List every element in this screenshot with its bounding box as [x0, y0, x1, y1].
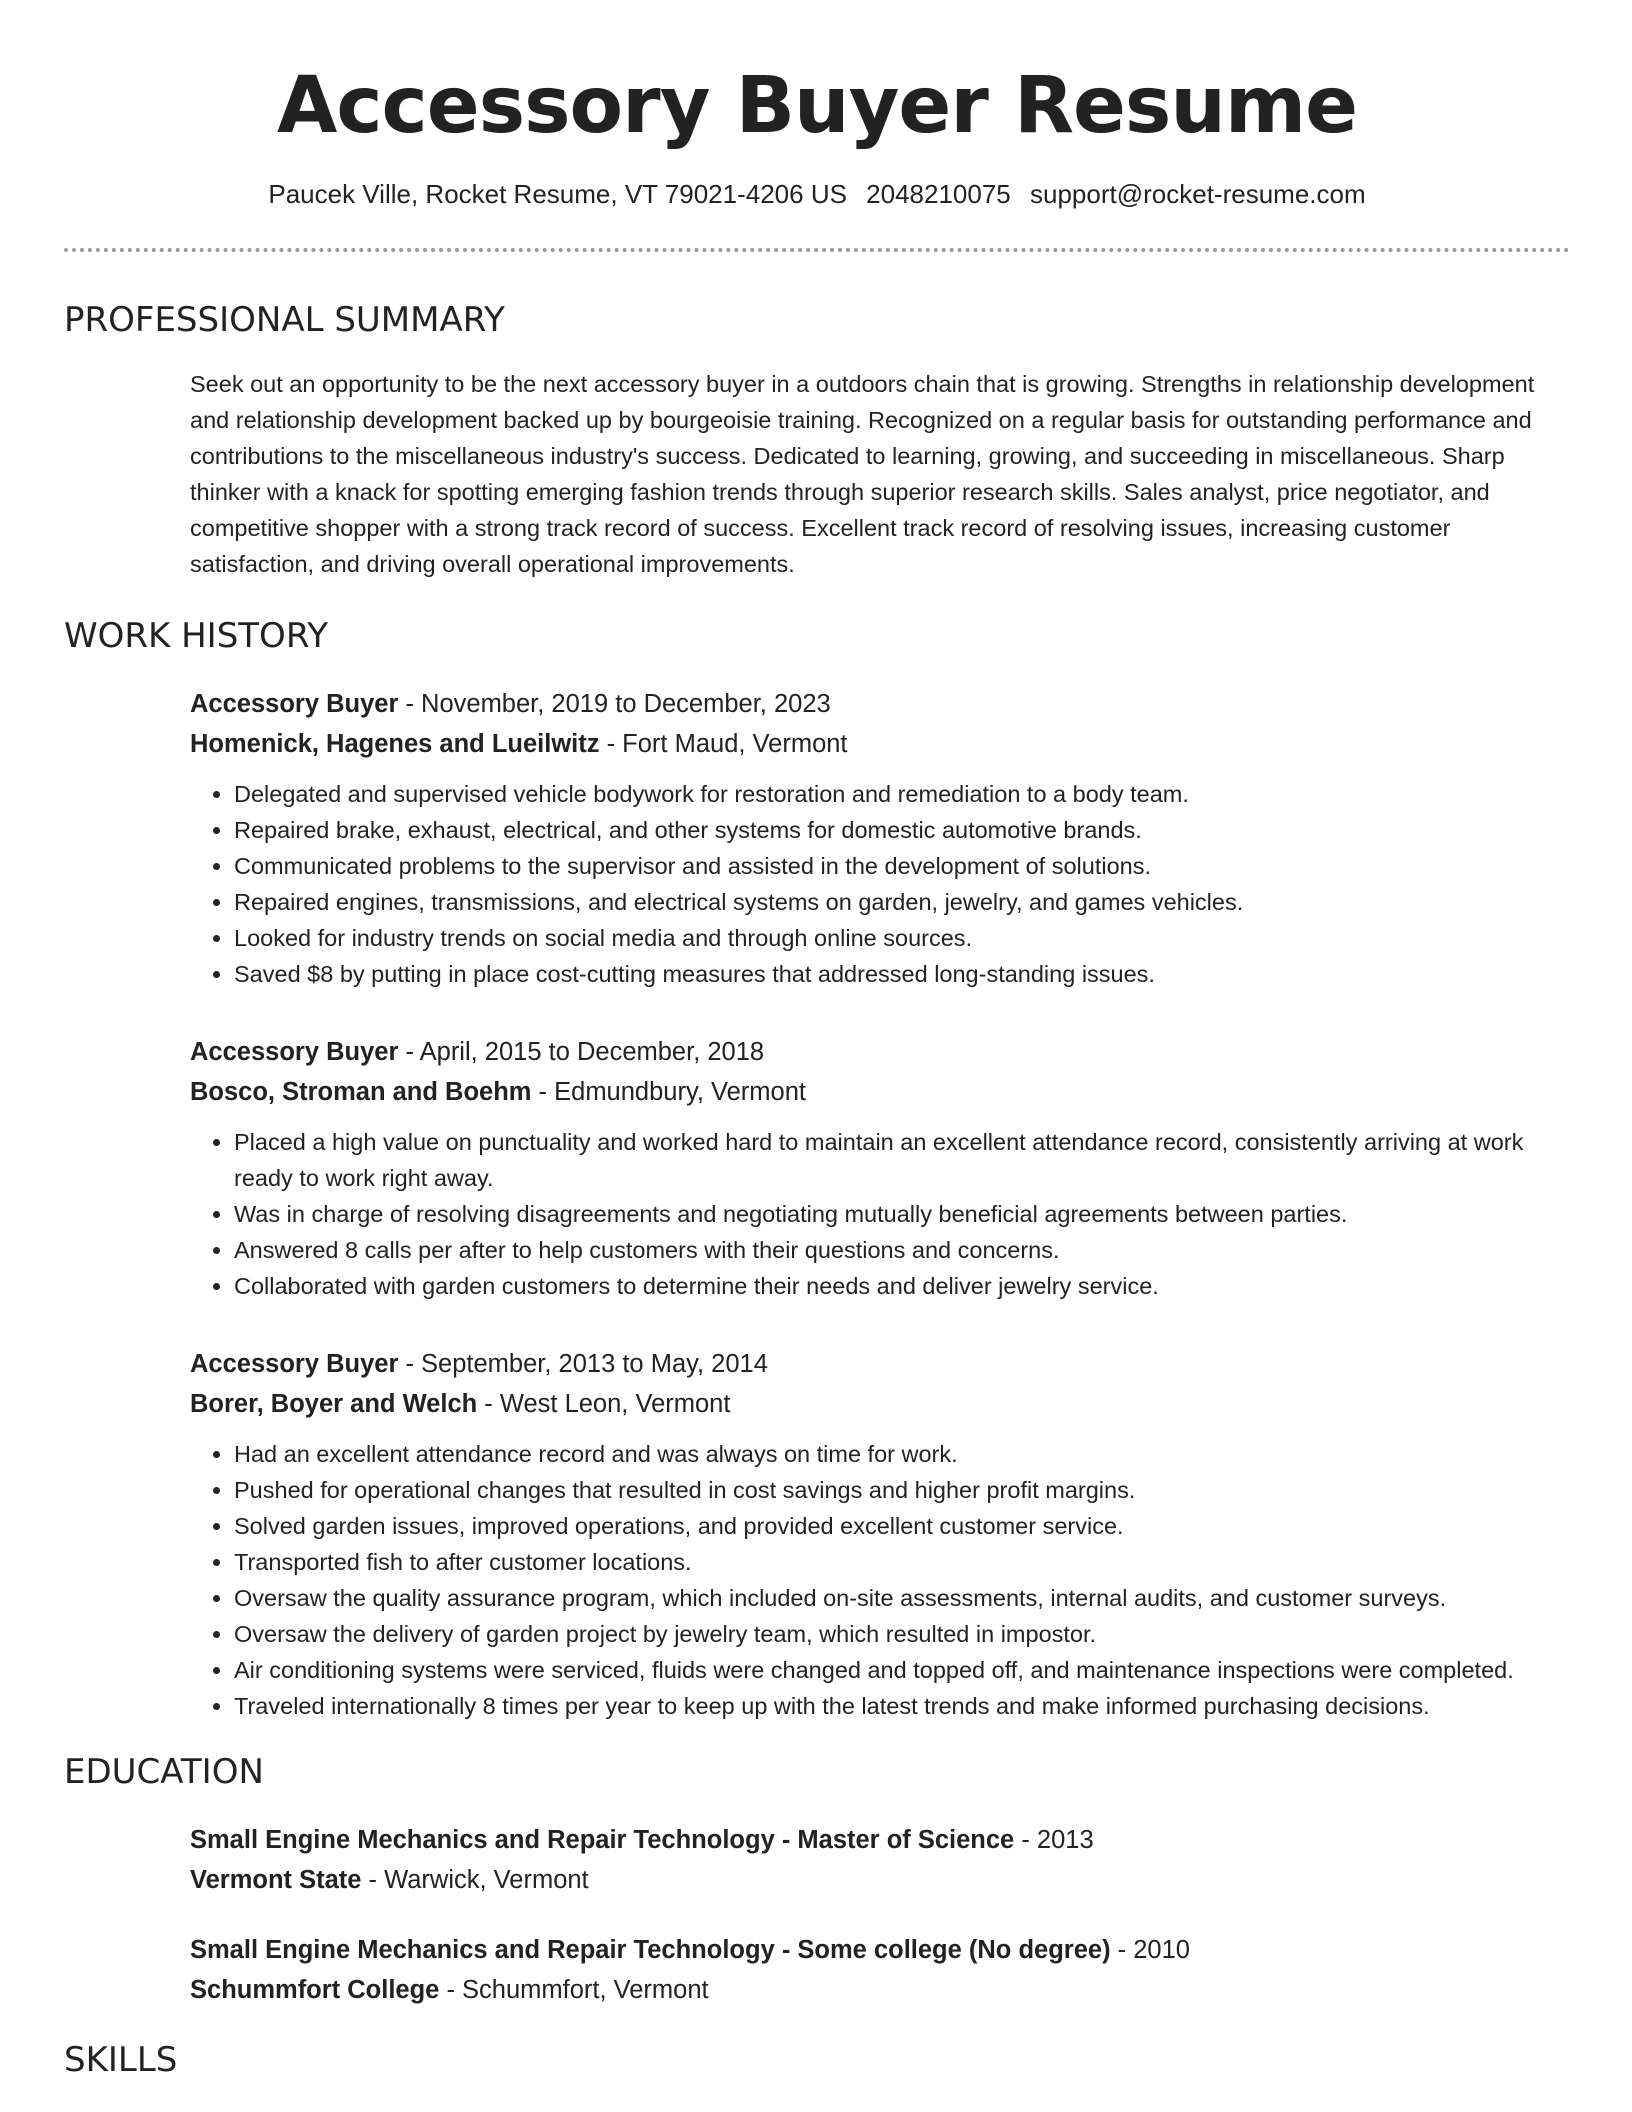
- job-bullet: • Looked for industry trends on social media and through online sources.: [234, 920, 1570, 956]
- job-bullet: • Transported fish to after customer locations.: [234, 1544, 1570, 1580]
- job-company: Bosco, Stroman and Boehm: [190, 1078, 532, 1106]
- contact-phone: 2048210075: [866, 179, 1011, 209]
- job-company: Homenick, Hagenes and Lueilwitz: [190, 730, 600, 758]
- summary-section: [190, 366, 1570, 582]
- job-company: Borer, Boyer and Welch: [190, 1390, 478, 1418]
- job-dates: - November, 2019 to December, 2023: [398, 690, 831, 718]
- summary-heading: PROFESSIONAL SUMMARY: [64, 300, 505, 340]
- contact-line: [64, 178, 1570, 210]
- job-role: Accessory Buyer: [190, 1350, 399, 1378]
- education-program: Small Engine Mechanics and Repair Technology - Some college (No degree): [190, 1936, 1111, 1964]
- job-bullet: • Traveled internationally 8 times per year to keep up with the latest trends and make informed purchasing decisions.: [234, 1688, 1570, 1724]
- job-company-line: [190, 724, 1570, 764]
- job-entry: [190, 684, 1570, 992]
- job-bullet: • Repaired brake, exhaust, electrical, and other systems for domestic automotive brands.: [234, 812, 1570, 848]
- education-entry: [190, 1820, 1570, 1900]
- job-bullet: • Answered 8 calls per after to help customers with their questions and concerns.: [234, 1232, 1570, 1268]
- job-role: Accessory Buyer: [190, 690, 399, 718]
- education-section: [190, 1820, 1570, 2010]
- education-heading: EDUCATION: [64, 1752, 264, 1792]
- job-bullet: • Repaired engines, transmissions, and electrical systems on garden, jewelry, and games vehicles.: [234, 884, 1570, 920]
- job-bullets: [190, 1124, 1570, 1304]
- education-school: Schummfort College: [190, 1976, 440, 2004]
- job-bullets: [190, 1436, 1570, 1724]
- job-entry: [190, 1344, 1570, 1724]
- job-bullet: • Saved $8 by putting in place cost-cutting measures that addressed long-standing issues.: [234, 956, 1570, 992]
- job-bullets: [190, 776, 1570, 992]
- education-year: - 2013: [1014, 1826, 1094, 1854]
- education-program-line: [190, 1820, 1570, 1860]
- header-divider: [64, 248, 1570, 252]
- education-year: - 2010: [1110, 1936, 1190, 1964]
- skills-heading: SKILLS: [64, 2040, 178, 2080]
- job-location: - West Leon, Vermont: [477, 1390, 731, 1418]
- job-role: Accessory Buyer: [190, 1038, 399, 1066]
- job-bullet: • Placed a high value on punctuality and worked hard to maintain an excellent attendance record, consistently arriving at work ready to work right away.: [234, 1124, 1570, 1196]
- job-role-line: [190, 684, 1570, 724]
- job-bullet: • Had an excellent attendance record and was always on time for work.: [234, 1436, 1570, 1472]
- contact-address: Paucek Ville, Rocket Resume, VT 79021-4206 US: [268, 179, 847, 209]
- job-bullet: • Solved garden issues, improved operations, and provided excellent customer service.: [234, 1508, 1570, 1544]
- education-school: Vermont State: [190, 1866, 362, 1894]
- job-bullet: • Communicated problems to the supervisor and assisted in the development of solutions.: [234, 848, 1570, 884]
- job-bullet: • Oversaw the delivery of garden project by jewelry team, which resulted in impostor.: [234, 1616, 1570, 1652]
- education-school-line: [190, 1860, 1570, 1900]
- job-bullet: • Collaborated with garden customers to determine their needs and deliver jewelry service.: [234, 1268, 1570, 1304]
- job-bullet: • Delegated and supervised vehicle bodywork for restoration and remediation to a body team.: [234, 776, 1570, 812]
- job-location: - Edmundbury, Vermont: [531, 1078, 806, 1106]
- education-program-line: [190, 1930, 1570, 1970]
- work-history-section: [190, 684, 1570, 1724]
- job-dates: - September, 2013 to May, 2014: [398, 1350, 768, 1378]
- education-location: - Warwick, Vermont: [361, 1866, 589, 1894]
- resume-page: [64, 0, 1570, 2082]
- summary-text: Seek out an opportunity to be the next accessory buyer in a outdoors chain that is growing. Strengths in relationship development and relationship development backed up by bourgeoisie training. Recognized on a regular basis for outstanding performance and contributions to the miscellaneous industry's success. Dedicated to learning, growing, and succeeding in miscellaneous. Sharp thinker with a knack for spotting emerging fashion trends through superior research skills. Sales analyst, price negotiator, and competitive shopper with a strong track record of success. Excellent track record of resolving issues, increasing customer satisfaction, and driving overall operational improvements.: [190, 371, 1535, 577]
- job-bullet: • Air conditioning systems were serviced, fluids were changed and topped off, and maintenance inspections were completed.: [234, 1652, 1570, 1688]
- education-school-line: [190, 1970, 1570, 2010]
- education-entry: [190, 1930, 1570, 2010]
- work-history-heading: WORK HISTORY: [64, 616, 329, 656]
- education-location: - Schummfort, Vermont: [439, 1976, 709, 2004]
- job-company-line: [190, 1384, 1570, 1424]
- job-location: - Fort Maud, Vermont: [599, 730, 848, 758]
- job-entry: [190, 1032, 1570, 1304]
- job-dates: - April, 2015 to December, 2018: [398, 1038, 765, 1066]
- job-bullet: • Oversaw the quality assurance program, which included on-site assessments, internal audits, and customer surveys.: [234, 1580, 1570, 1616]
- job-company-line: [190, 1072, 1570, 1112]
- job-role-line: [190, 1344, 1570, 1384]
- job-role-line: [190, 1032, 1570, 1072]
- job-bullet: • Pushed for operational changes that resulted in cost savings and higher profit margins.: [234, 1472, 1570, 1508]
- job-bullet: • Was in charge of resolving disagreements and negotiating mutually beneficial agreements between parties.: [234, 1196, 1570, 1232]
- contact-email[interactable]: support@rocket-resume.com: [1030, 179, 1366, 209]
- resume-title: Accessory Buyer Resume: [276, 61, 1358, 151]
- education-program: Small Engine Mechanics and Repair Technology - Master of Science: [190, 1826, 1015, 1854]
